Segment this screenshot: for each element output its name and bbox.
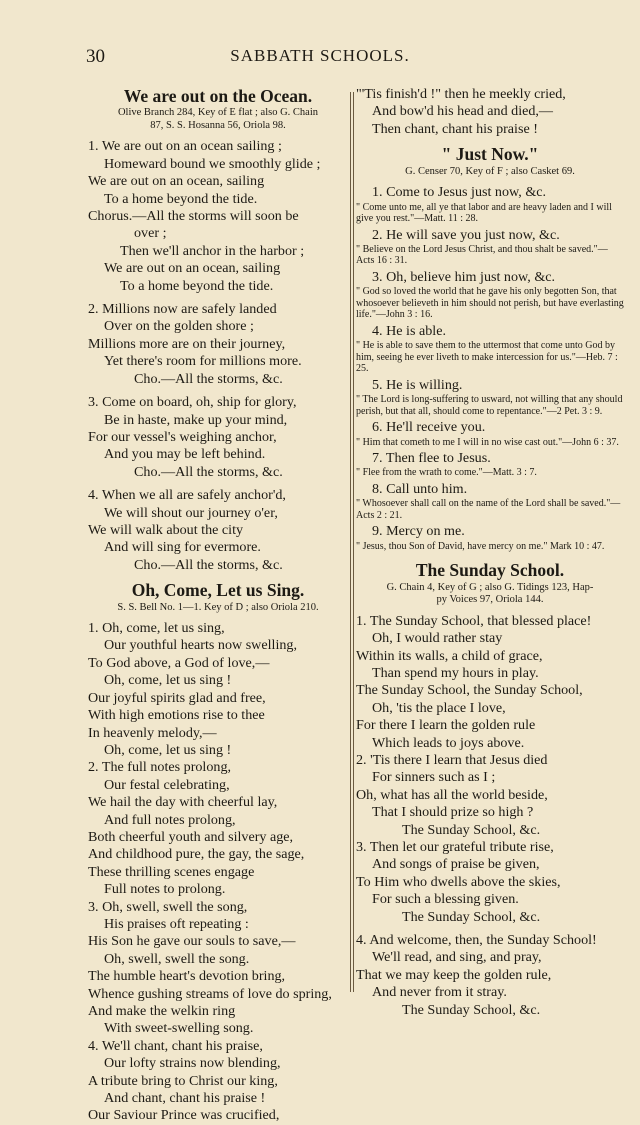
verse-line: Whence gushing streams of love do spring, [88,985,332,1002]
scripture-quote: " Come unto me, all ye that labor and are heavy laden and I will give you rest."—Matt. 11 : 28. [356,201,612,225]
hymn-title: " Just Now." [441,144,539,165]
verse-line: His Son he gave our souls to save,— [88,933,296,950]
right-column [356,86,624,1019]
tune-line: py Voices 97, Oriola 144. [436,594,544,606]
verse-line: 4. He is able. [372,322,446,339]
verse-line: Both cheerful youth and silvery age, [88,828,294,845]
verse-line: Oh, come, let us sing ! [104,741,232,758]
verse-line: To God above, a God of love,— [88,654,270,671]
verse-line: 4. And welcome, then, the Sunday School! [356,932,597,948]
verse-line: Oh, I would rather stay [372,630,503,647]
tune-reference [88,107,348,132]
scripture-quote: " Believe on the Lord Jesus Christ, and thou shalt be saved."—Acts 16 : 31. [356,243,608,267]
tune-reference [356,166,624,179]
verse-line: That we may keep the golden rule, [356,966,552,983]
verse-line: 6. He'll receive you. [372,419,486,436]
verse-line: 3. Oh, believe him just now, &c. [372,268,556,285]
verse-line: 1. Come to Jesus just now, &c. [372,184,547,201]
verse-line: Over on the golden shore ; [104,318,254,335]
verse-line: In heavenly melody,— [88,724,217,741]
verse-line: With sweet-swelling song. [104,1020,254,1037]
verse-line: The Sunday School, &c. [402,908,541,925]
verse-line: Our joyful spirits glad and free, [88,689,266,706]
verse-line: For our vessel's weighing anchor, [88,428,277,445]
left-column [88,86,348,1125]
tune-reference [356,582,624,607]
hymn-verses [356,613,624,1019]
scripture-quote: " Jesus, thou Son of David, have mercy on me." Mark 10 : 47. [356,540,605,552]
hymn-title: The Sunday School. [415,560,565,581]
verse-line: Millions more are on their journey, [88,335,286,352]
verse-line: 4. We'll chant, chant his praise, [88,1037,263,1054]
column-rule [353,92,354,992]
verse-line: 2. The full notes prolong, [88,759,232,776]
verse-line: 9. Mercy on me. [372,523,465,540]
verse-line: For such a blessing given. [372,891,519,908]
verse-line: We'll read, and sing, and pray, [372,949,542,966]
verse-line: 4. When we all are safely anchor'd, [88,487,286,504]
verse-line: 2. He will save you just now, &c. [372,226,560,243]
verse-line: 1. The Sunday School, that blessed place! [356,612,592,629]
running-title: SABBATH SCHOOLS. [230,46,410,65]
verse-line: Our lofty strains now blending, [104,1055,281,1072]
verse-line: With high emotions rise to thee [88,707,265,724]
verse-line: Cho.—All the storms, &c. [134,463,283,480]
verse-line: And songs of praise be given, [372,856,540,873]
page-header [86,46,554,70]
verse-line: Within its walls, a child of grace, [356,647,543,664]
hymn-verses [356,86,624,138]
verse-line: 3. Oh, swell, swell the song, [88,898,248,915]
verse-line: Which leads to joys above. [372,734,525,751]
verse-line: 8. Call unto him. [372,480,468,497]
verse-line: 3. Come on board, oh, ship for glory, [88,394,297,411]
verse-line: Oh, come, let us sing ! [104,672,232,689]
verse-line: Then chant, chant his praise ! [372,120,538,137]
verse-line: Then we'll anchor in the harbor ; [120,242,305,259]
verse-line: We are out on an ocean, sailing [104,260,281,277]
tune-line: G. Censer 70, Key of F ; also Casket 69. [405,165,575,177]
verse-line: We are out on an ocean, sailing [88,173,265,190]
verse-line: Our festal celebrating, [104,776,230,793]
hymn-verses [88,138,348,574]
verse-line: The humble heart's devotion bring, [88,968,286,985]
verse-line: 3. Then let our grateful tribute rise, [356,838,554,855]
verse-line: And never from it stray. [372,984,507,1001]
verse-line: over ; [134,225,167,242]
verse-line: Oh, swell, swell the song. [104,950,250,967]
verse-line: Oh, 'tis the place I love, [372,699,506,716]
scripture-quote: " Him that cometh to me I will in no wise cast out."—John 6 : 37. [356,436,619,448]
tune-line: G. Chain 4, Key of G ; also G. Tidings 123, Hap- [386,581,594,593]
verse-line: And bow'd his head and died,— [372,103,554,120]
verse-line: We will shout our journey o'er, [104,504,278,521]
verse-line: The Sunday School, &c. [402,821,541,838]
verse-line: A tribute bring to Christ our king, [88,1072,278,1089]
scripture-quote: " He is able to save them to the uttermost that come unto God by him, seeing he ever liveth to make intercession for us."—Heb. 7 : 25. [356,340,618,375]
verse-line: We will walk about the city [88,521,244,538]
verse-line: To a home beyond the tide. [104,190,258,207]
verse-line: The Sunday School, &c. [402,1001,541,1018]
verse-line: Chorus.—All the storms will soon be [88,208,299,225]
verse-line: Than spend my hours in play. [372,664,539,681]
verse-line: That I should prize so high ? [372,804,534,821]
tune-line: S. S. Bell No. 1—1. Key of D ; also Oriola 210. [117,601,319,613]
verse-line: For there I learn the golden rule [356,717,536,734]
scripture-quote: " Whosoever shall call on the name of the Lord shall be saved."—Acts 2 : 21. [356,498,621,521]
verse-line: We hail the day with cheerful lay, [88,794,278,811]
verse-line: Our Saviour Prince was crucified, [88,1107,280,1124]
verse-line: Our youthful hearts now swelling, [104,637,297,654]
verse-line: 5. He is willing. [372,376,463,393]
verse-line: The Sunday School, the Sunday School, [356,682,583,699]
verse-line: 1. We are out on an ocean sailing ; [88,138,282,155]
verse-line: To Him who dwells above the skies, [356,873,561,890]
verse-line: His praises oft repeating : [104,915,249,932]
tune-line: Olive Branch 284, Key of E flat ; also G. Chain [117,107,319,119]
verse-line: 1. Oh, come, let us sing, [88,620,225,637]
scripture-quote: " The Lord is long-suffering to usward, not willing that any should perish, but that all, should come to repentance."—2 Pet. 3 : 9. [356,394,623,417]
hymn-verses [356,184,624,552]
column-rule [350,92,351,992]
hymn-title: Oh, Come, Let us Sing. [131,580,305,601]
verse-line: These thrilling scenes engage [88,863,255,880]
hymn-verses [88,620,348,1125]
verse-line: Be in haste, make up your mind, [104,411,288,428]
verse-line: Full notes to prolong. [104,881,226,898]
verse-line: Homeward bound we smoothly glide ; [104,155,321,172]
verse-line: And childhood pure, the gay, the sage, [88,846,305,863]
verse-line: 2. Millions now are safely landed [88,301,277,318]
verse-line: Oh, what has all the world beside, [356,786,548,803]
verse-line: And will sing for evermore. [104,539,261,556]
verse-line: For sinners such as I ; [372,769,496,786]
verse-line: To a home beyond the tide. [120,277,274,294]
verse-line: And make the welkin ring [88,1003,236,1019]
tune-line: 87, S. S. Hosanna 56, Oriola 98. [150,119,286,131]
tune-reference [88,602,348,615]
verse-line: 7. Then flee to Jesus. [372,450,491,467]
verse-line: Cho.—All the storms, &c. [134,556,283,573]
verse-line: And you may be left behind. [104,446,266,463]
verse-line: And chant, chant his praise ! [104,1090,266,1107]
verse-line: And full notes prolong, [104,811,236,828]
verse-line: Cho.—All the storms, &c. [134,370,283,387]
hymn-title: We are out on the Ocean. [123,86,313,106]
verse-line: Yet there's room for millions more. [104,353,302,370]
page-number: 30 [86,46,105,67]
scripture-quote: " God so loved the world that he gave his only begotten Son, that whosoever believeth in him should not perish, but have everlasting life."—John 3 : 16. [356,286,624,321]
verse-line: 2. 'Tis there I learn that Jesus died [356,751,548,768]
scripture-quote: " Flee from the wrath to come."—Matt. 3 : 7. [356,467,537,479]
verse-line: "'Tis finish'd !" then he meekly cried, [356,86,566,102]
